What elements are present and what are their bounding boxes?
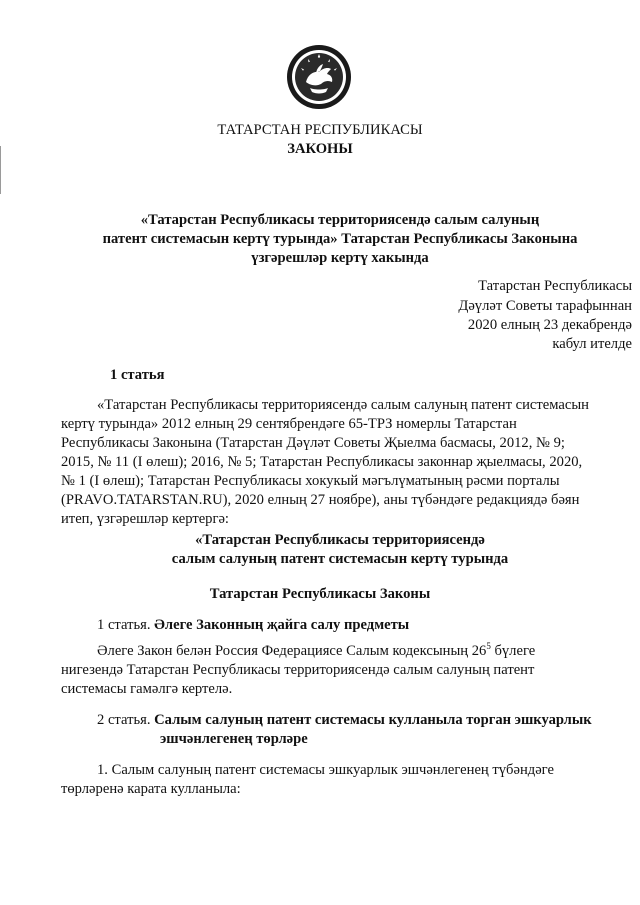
law-title-line-3: үзгәрешләр кертү хакында bbox=[251, 250, 429, 266]
article-1-line-3: Республикасы Законына (Татарстан Дәүләт Советы Җыелма басмасы, 2012, № 9; bbox=[61, 435, 565, 451]
article-1-line-1: «Татарстан Республикасы территориясендә салым салуның патент системасын bbox=[97, 397, 589, 413]
new-article-2-item-1-line-1: 1. Салым салуның патент системасы эшкуарлык эшчәнлегенең түбәндәге bbox=[97, 762, 554, 778]
new-law-title-line-1: «Татарстан Республикасы территориясендә bbox=[195, 532, 485, 548]
article-1-line-7: итеп, үзгәрешләр кертергә: bbox=[61, 511, 229, 527]
article-1-line-2: кертү турында» 2012 елның 29 сентябрендәге 65-ТРЗ номерлы Татарстан bbox=[61, 416, 517, 432]
tatarstan-coat-of-arms-icon bbox=[286, 44, 352, 110]
new-article-1-text-a: Әлеге Закон белән Россия Федерациясе Салым кодексының 26 bbox=[97, 643, 487, 659]
new-article-1-title: Әлеге Законның җайга салу предметы bbox=[154, 617, 410, 633]
new-article-2-heading bbox=[97, 711, 592, 730]
new-article-1-number: 1 статья. bbox=[97, 617, 151, 633]
new-article-2-title-line-1: Салым салуның патент системасы кулланыла торган эшкуарлык bbox=[154, 712, 592, 728]
article-1-line-6: (PRAVO.TATARSTAN.RU), 2020 елның 27 ноябре), аны түбәндәге редакциядә бәян bbox=[61, 492, 580, 508]
chapter-superscript: 5 bbox=[486, 641, 491, 652]
new-article-2-item-1-line-2: төрләренә карата кулланыла: bbox=[61, 781, 241, 797]
new-article-1-text-b: бүлеге bbox=[490, 643, 536, 659]
article-1-line-4: 2015, № 11 (I өлеш); 2016, № 5; Татарстан Республикасы законнар җыелмасы, 2020, bbox=[61, 454, 583, 470]
document-type: ЗАКОНЫ bbox=[287, 141, 353, 157]
article-1-heading: 1 статья bbox=[110, 367, 165, 383]
new-article-1-heading bbox=[97, 616, 409, 635]
new-article-1-line-3: системасы гамәлгә кертелә. bbox=[61, 681, 233, 697]
new-article-1-line-2: нигезендә Татарстан Республикасы территориясендә салым салуның патент bbox=[61, 662, 535, 678]
article-1-line-5: № 1 (I өлеш); Татарстан Республикасы хокукый мәгълүматының рәсми порталы bbox=[61, 473, 560, 489]
law-title-line-2: патент системасын кертү турында» Татарстан Республикасы Законына bbox=[102, 231, 578, 247]
new-article-2-title-line-2: эшчәнлегенең төрләре bbox=[160, 731, 308, 747]
adoption-line-2: Дәүләт Советы тарафыннан bbox=[458, 298, 632, 314]
new-law-label: Татарстан Республикасы Законы bbox=[209, 586, 431, 602]
adoption-line-3: 2020 елның 23 декабрендә bbox=[467, 317, 632, 333]
new-law-title-line-2: салым салуның патент системасын кертү турында bbox=[171, 551, 509, 567]
new-article-1-line-1 bbox=[97, 642, 633, 661]
republic-name: ТАТАРСТАН РЕСПУБЛИКАСЫ bbox=[217, 122, 423, 138]
new-article-2-number: 2 статья. bbox=[97, 712, 151, 728]
adoption-line-1: Татарстан Республикасы bbox=[478, 278, 632, 294]
adoption-line-4: кабул ителде bbox=[552, 336, 632, 352]
law-title-line-1: «Татарстан Республикасы территориясендә салым салуның bbox=[140, 212, 540, 228]
